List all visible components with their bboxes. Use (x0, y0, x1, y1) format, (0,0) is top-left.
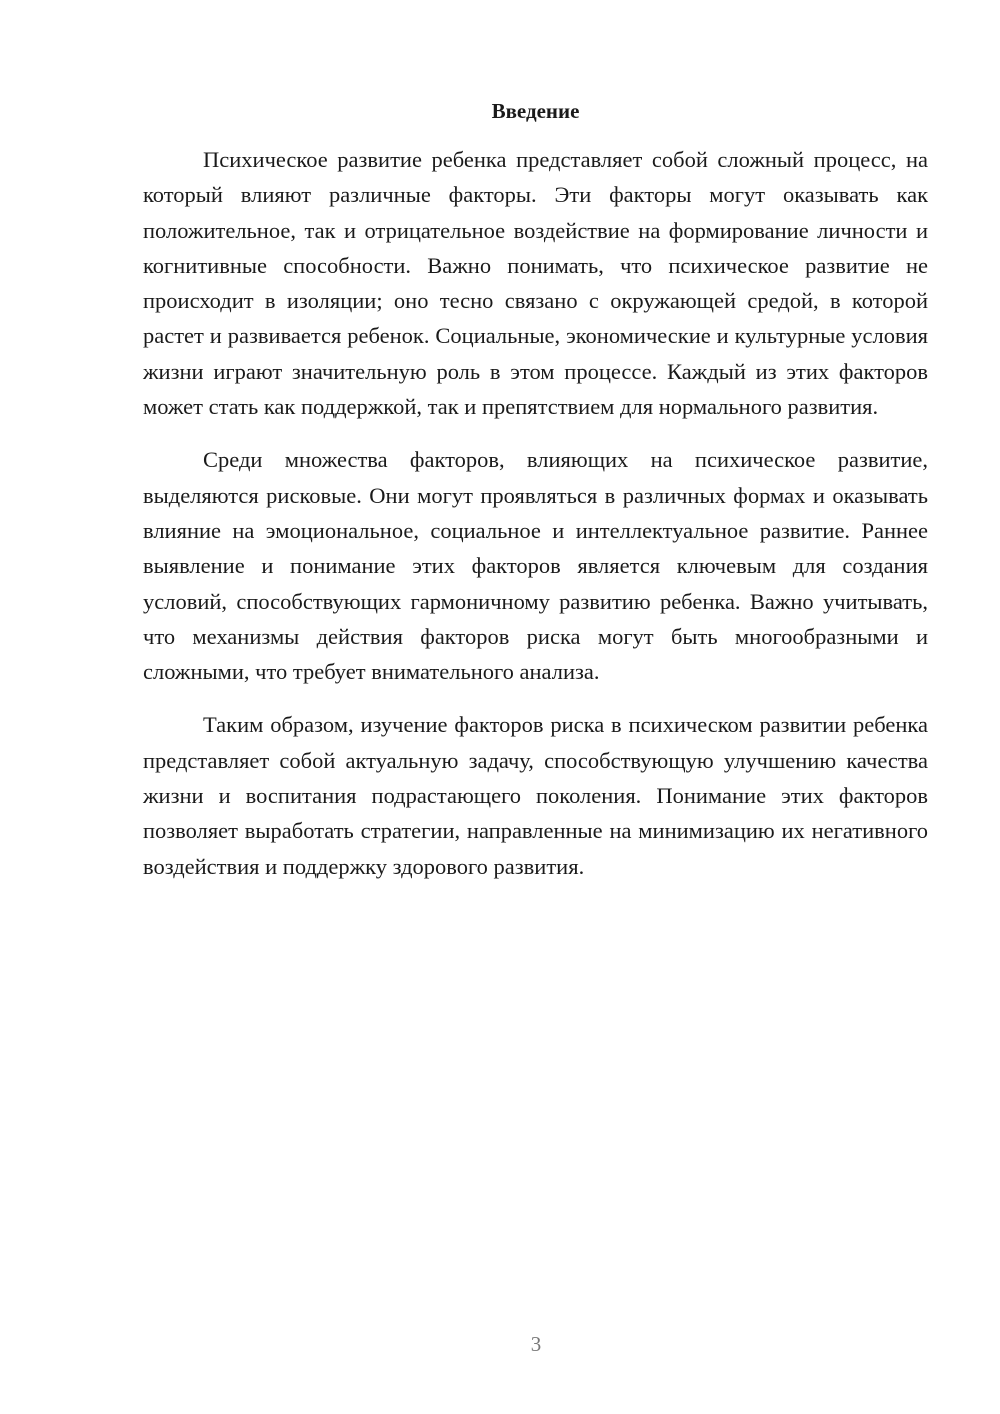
paragraph-2: Среди множества факторов, влияющих на психическое развитие, выделяются рисковые. Они могут проявляться в различных формах и оказывать влияние на эмоциональное, социальное и интеллектуальное развитие. Раннее выявление и понимание этих факторов является ключевым для создания условий, способствующих гармоничному развитию ребенка. Важно учитывать, что механизмы действия факторов риска могут быть многообразными и сложными, что требует внимательного анализа. (143, 447, 928, 685)
page-title: Введение (491, 99, 580, 123)
paragraph-1: Психическое развитие ребенка представляет собой сложный процесс, на который влияют различные факторы. Эти факторы могут оказывать как положительное, так и отрицательное воздействие на формирование личности и когнитивные способности. Важно понимать, что психическое развитие не происходит в изоляции; оно тесно связано с окружающей средой, в которой растет и развивается ребенок. Социальные, экономические и культурные условия жизни играют значительную роль в этом процессе. Каждый из этих факторов может стать как поддержкой, так и препятствием для нормального развития. (143, 147, 928, 420)
body-text (143, 142, 928, 902)
page-number: 3 (530, 1332, 542, 1356)
paragraph-3: Таким образом, изучение факторов риска в психическом развитии ребенка представляет собой актуальную задачу, способствующую улучшению качества жизни и воспитания подрастающего поколения. Понимание этих факторов позволяет выработать стратегии, направленные на минимизацию их негативного воздействия и поддержку здорового развития. (143, 712, 928, 879)
